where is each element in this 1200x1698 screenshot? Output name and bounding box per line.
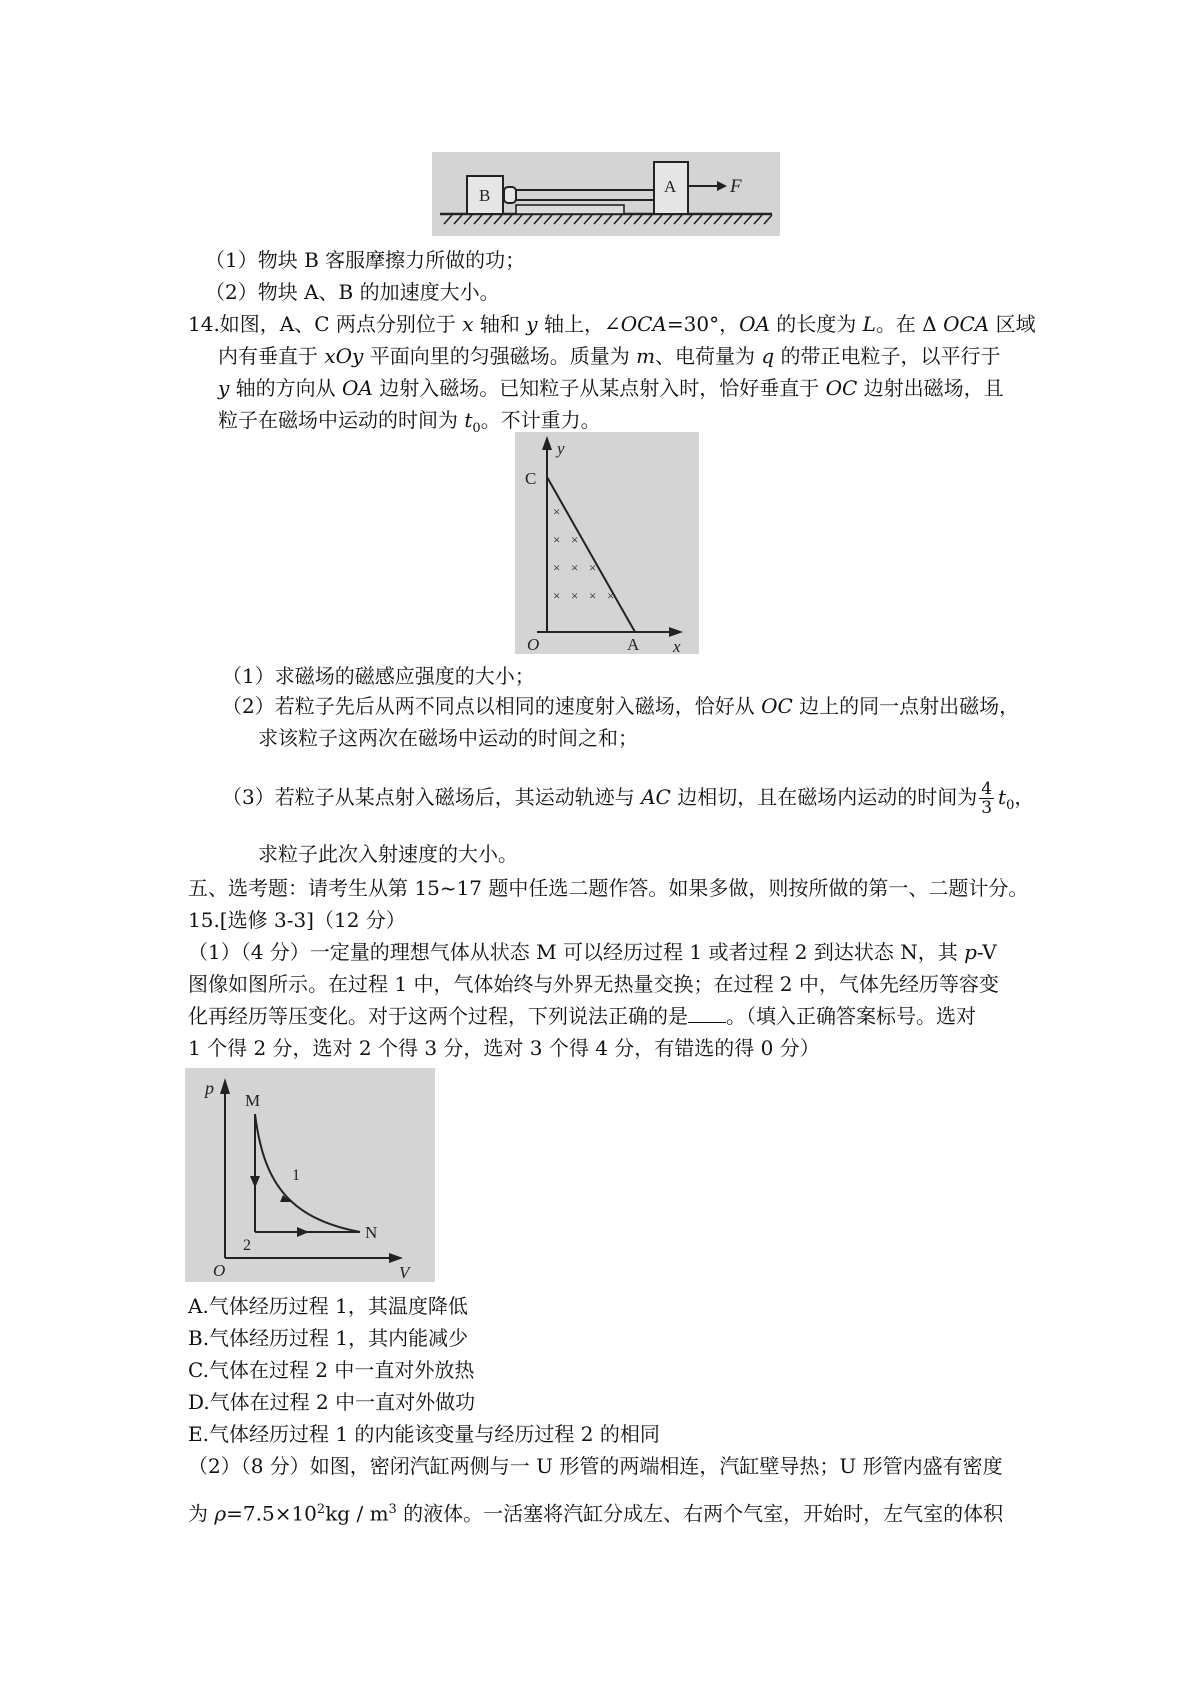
field-marks bbox=[553, 504, 614, 603]
q15-part2-line2: 为 $\rho=7.5\times 10^2kg / m^3$ 的液体。一活塞将汽缸分成左、右两个气室，开始时，左气室的体积 bbox=[188, 1501, 1004, 1526]
figure-pv-diagram bbox=[185, 1068, 435, 1282]
process-1-curve bbox=[255, 1114, 360, 1232]
figure-triangle-field bbox=[515, 432, 699, 654]
label-v: V bbox=[399, 1263, 410, 1282]
x-axis-arrow bbox=[669, 627, 683, 637]
svg-text:×: × bbox=[607, 588, 615, 603]
label-process-1: 1 bbox=[292, 1167, 300, 1184]
option-c: C.气体在过程 2 中一直对外放热 bbox=[188, 1358, 475, 1382]
svg-text:×: × bbox=[589, 560, 597, 575]
label-force-f: F bbox=[730, 176, 742, 197]
q14-line3: y 轴的方向从 OA 边射入磁场。已知粒子从某点射入时，恰好垂直于 OC 边射出磁场，且 bbox=[218, 376, 1004, 400]
p-axis-arrow bbox=[220, 1078, 230, 1094]
q14-line2: 内有垂直于 xOy 平面向里的匀强磁场。质量为 m、电荷量为 q 的带正电粒子，以平行于 bbox=[218, 344, 1001, 368]
label-block-b: B bbox=[479, 186, 491, 205]
svg-text:×: × bbox=[589, 588, 597, 603]
q14-line4: 粒子在磁场中运动的时间为 $t_0$。不计重力。 bbox=[218, 408, 601, 436]
q14-sub3-line2: 求粒子此次入射速度的大小。 bbox=[258, 842, 518, 866]
y-axis-arrow bbox=[542, 436, 552, 450]
q13-sub2: （2）物块 A、B 的加速度大小。 bbox=[205, 280, 500, 304]
svg-text:×: × bbox=[571, 588, 579, 603]
label-o: O bbox=[527, 635, 540, 654]
label-n: N bbox=[365, 1223, 378, 1242]
figure-blocks-on-floor bbox=[432, 152, 780, 236]
q14-sub1: （1）求磁场的磁感应强度的大小； bbox=[222, 664, 535, 688]
svg-text:×: × bbox=[553, 532, 561, 547]
option-e: E.气体经历过程 1 的内能该变量与经历过程 2 的相同 bbox=[188, 1422, 660, 1446]
process-2-down-arrow bbox=[250, 1176, 260, 1188]
option-d: D.气体在过程 2 中一直对外做功 bbox=[188, 1390, 476, 1414]
hypotenuse-ac bbox=[547, 477, 635, 632]
q14-sub2-line2: 求该粒子这两次在磁场中运动的时间之和； bbox=[258, 726, 638, 750]
section-5-heading: 五、选考题：请考生从第 15~17 题中任选二题作答。如果多做，则按所做的第一、二题计分。 bbox=[188, 876, 1029, 900]
q15-part1-line3: 化再经历等压变化。对于这两个过程，下列说法正确的是 。（填入正确答案标号。选对 bbox=[188, 1004, 976, 1028]
option-b: B.气体经历过程 1，其内能减少 bbox=[188, 1326, 469, 1350]
force-arrow-head bbox=[717, 181, 727, 191]
q13-sub1: （1）物块 B 客服摩擦力所做的功； bbox=[205, 248, 526, 272]
label-x: x bbox=[673, 637, 681, 654]
label-y: y bbox=[557, 439, 565, 458]
q14-sub3-line1: （3）若粒子从某点射入磁场后，其运动轨迹与 AC 边相切，且在磁场内运动的时间为 $\frac{4}{3}$ $t_0$， bbox=[222, 779, 1035, 818]
label-m: M bbox=[245, 1091, 261, 1110]
label-origin: O bbox=[213, 1261, 226, 1280]
v-axis-arrow bbox=[389, 1253, 403, 1263]
label-c: C bbox=[525, 469, 537, 488]
q15-title: 15.[选修 3-3]（12 分） bbox=[188, 908, 406, 932]
floor-hatch bbox=[444, 215, 772, 224]
q14-sub2-line1: （2）若粒子先后从两不同点以相同的速度射入磁场，恰好从 OC 边上的同一点射出磁场， bbox=[222, 694, 1020, 718]
svg-text:×: × bbox=[553, 504, 561, 519]
svg-text:×: × bbox=[571, 532, 579, 547]
process-2-right-arrow bbox=[297, 1227, 309, 1237]
answer-blank[interactable] bbox=[688, 1004, 726, 1023]
label-process-2: 2 bbox=[243, 1237, 251, 1254]
fraction-four-thirds: $\frac{4}{3}$ bbox=[981, 779, 993, 818]
svg-text:×: × bbox=[553, 588, 561, 603]
q15-part1-line1: （1）（4 分）一定量的理想气体从状态 M 可以经历过程 1 或者过程 2 到达状态 N，其 p-V bbox=[188, 940, 997, 964]
q15-part1-line2: 图像如图所示。在过程 1 中，气体始终与外界无热量交换；在过程 2 中，气体先经历等容变 bbox=[188, 972, 999, 996]
q14-line1: 14.如图，A、C 两点分别位于 x 轴和 y 轴上，∠OCA=30°，OA 的长度为 L。在 Δ OCA 区域 bbox=[188, 312, 1036, 336]
option-a: A.气体经历过程 1，其温度降低 bbox=[188, 1294, 468, 1318]
q15-part1-line4: 1 个得 2 分，选对 2 个得 3 分，选对 3 个得 4 分，有错选的得 0 分） bbox=[188, 1036, 820, 1060]
label-block-a: A bbox=[664, 177, 677, 196]
q15-part2-line1: （2）（8 分）如图，密闭汽缸两侧与一 U 形管的两端相连，汽缸壁导热；U 形管内盛有密度 bbox=[188, 1454, 1003, 1478]
board bbox=[516, 205, 624, 214]
label-a: A bbox=[627, 635, 640, 654]
pulley-icon bbox=[504, 187, 516, 203]
svg-text:×: × bbox=[553, 560, 561, 575]
svg-text:×: × bbox=[571, 560, 579, 575]
label-p: p bbox=[205, 1078, 214, 1098]
